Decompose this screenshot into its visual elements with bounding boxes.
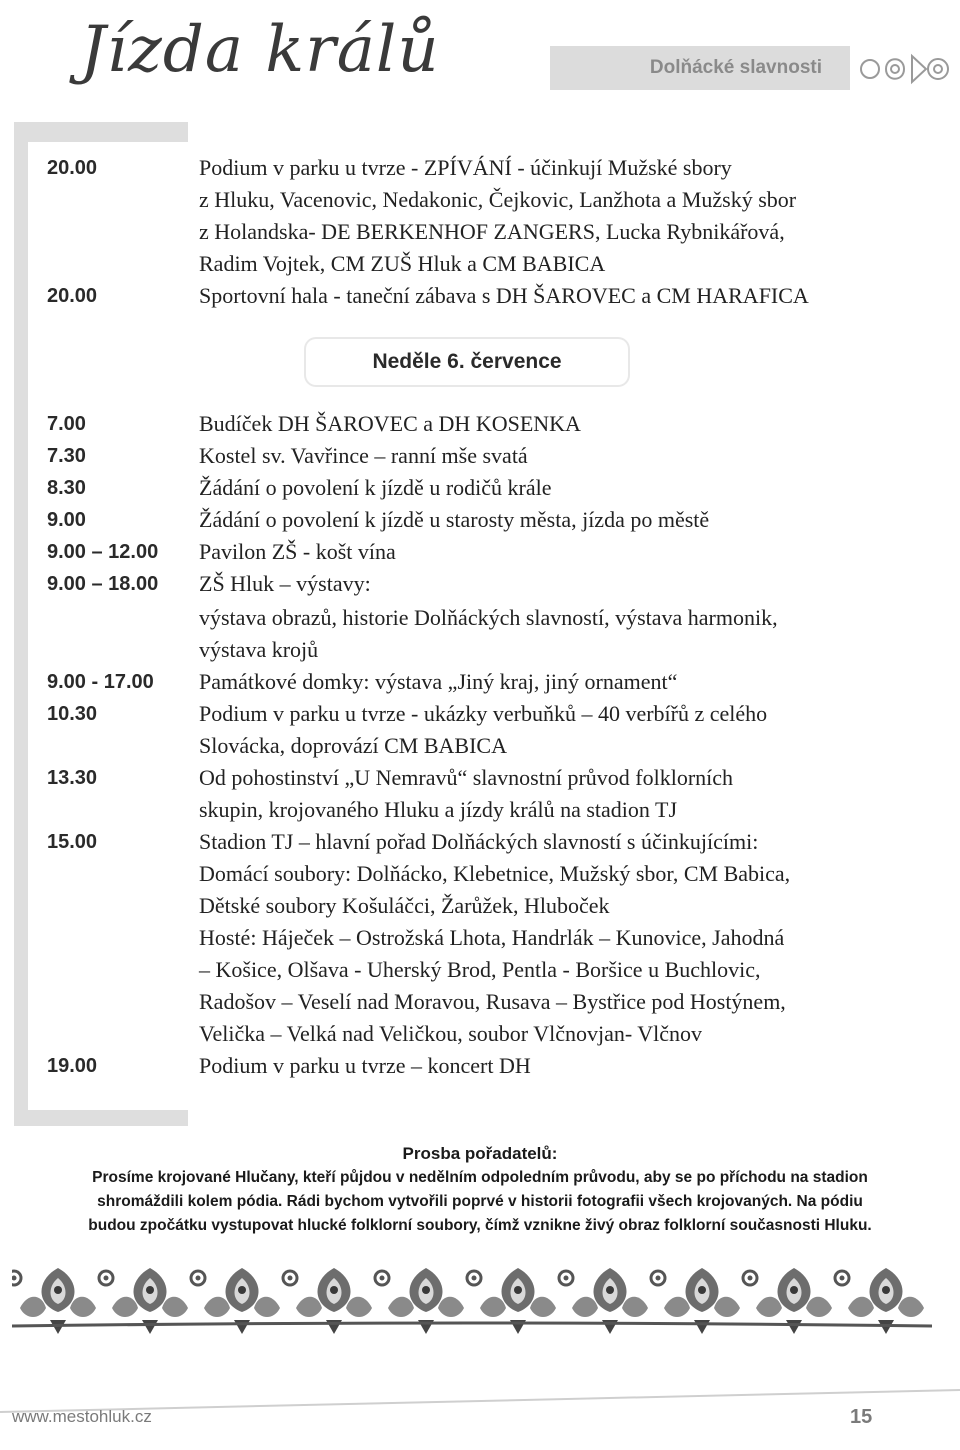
event-description: Od pohostinství „U Nemravů“ slavnostní průvod folklorních bbox=[199, 765, 734, 790]
event-description: Památkové domky: výstava „Jiný kraj, jiný ornament“ bbox=[199, 669, 678, 694]
event-description: Dětské soubory Košuláčci, Žarůžek, Hluboček bbox=[199, 893, 610, 918]
event-description: Podium v parku u tvrze - ZPÍVÁNÍ - účinkují Mužské sbory bbox=[199, 155, 732, 180]
schedule-row bbox=[14, 922, 898, 954]
schedule-row bbox=[14, 986, 898, 1018]
schedule-row bbox=[14, 568, 898, 600]
event-description: Slovácka, doprovází CM BABICA bbox=[199, 733, 507, 758]
day-heading: Neděle 6. července bbox=[306, 339, 628, 385]
event-time: 20.00 bbox=[47, 285, 98, 307]
schedule-row bbox=[14, 890, 898, 922]
schedule-row bbox=[14, 762, 898, 794]
event-description: Kostel sv. Vavřince – ranní mše svatá bbox=[199, 443, 528, 468]
event-description: z Holandska- DE BERKENHOF ZANGERS, Lucka Rybnikářová, bbox=[199, 219, 785, 244]
schedule-row bbox=[14, 826, 898, 858]
event-time: 8.30 bbox=[47, 477, 86, 499]
event-description: z Hluku, Vacenovic, Nedakonic, Čejkovic, Lanžhota a Mužský sbor bbox=[199, 187, 797, 212]
event-description: ZŠ Hluk – výstavy: bbox=[199, 571, 371, 596]
schedule-row bbox=[14, 602, 898, 634]
event-description: Žádání o povolení k jízdě u rodičů krále bbox=[199, 475, 552, 500]
schedule-row bbox=[14, 280, 898, 312]
notice-line: Prosíme krojované Hlučany, kteří půjdou v nedělním odpoledním průvodu, aby se po příchodu na stadion bbox=[92, 1169, 868, 1186]
event-time: 9.00 - 17.00 bbox=[47, 671, 154, 693]
event-description: Radim Vojtek, CM ZUŠ Hluk a CM BABICA bbox=[199, 251, 606, 276]
event-description: Hosté: Háječek – Ostrožská Lhota, Handrlák – Kunovice, Jahodná bbox=[199, 925, 785, 950]
schedule-row bbox=[14, 440, 898, 472]
notice-title: Prosba pořadatelů: bbox=[402, 1144, 558, 1163]
event-description: Domácí soubory: Dolňácko, Klebetnice, Mužský sbor, CM Babica, bbox=[199, 861, 791, 886]
event-time: 19.00 bbox=[47, 1055, 98, 1077]
schedule-row bbox=[14, 1018, 898, 1050]
notice-line: budou zpočátku vystupovat hlucké folklorní soubory, čímž vznikne živý obraz folklorní současnosti Hluku. bbox=[88, 1217, 872, 1234]
event-description: výstava krojů bbox=[199, 637, 319, 662]
event-description: Sportovní hala - taneční zábava s DH ŠAROVEC a CM HARAFICA bbox=[199, 283, 809, 308]
schedule-row bbox=[14, 216, 898, 248]
event-time: 9.00 – 12.00 bbox=[47, 541, 159, 563]
folk-ornament-band-icon bbox=[12, 1256, 932, 1340]
event-description: Velička – Velká nad Veličkou, soubor Vlčnovjan- Vlčnov bbox=[199, 1021, 703, 1046]
event-description: Budíček DH ŠAROVEC a DH KOSENKA bbox=[199, 411, 581, 436]
event-time: 15.00 bbox=[47, 831, 98, 853]
schedule-row bbox=[14, 858, 898, 890]
event-description: Žádání o povolení k jízdě u starosty města, jízda po městě bbox=[199, 507, 710, 532]
schedule-row bbox=[14, 666, 898, 698]
schedule-row bbox=[14, 472, 898, 504]
schedule-row bbox=[14, 1050, 898, 1082]
event-time: 9.00 – 18.00 bbox=[47, 573, 159, 595]
ornament-base-line bbox=[12, 1323, 932, 1326]
footer-website-link[interactable]: www.mestohluk.cz bbox=[12, 1407, 152, 1426]
event-time: 10.30 bbox=[47, 703, 98, 725]
event-description: Pavilon ZŠ - košt vína bbox=[199, 539, 396, 564]
notice-line: shromáždili kolem pódia. Rádi bychom vytvořili poprvé v historii fotografii všech krojovaných. Na pódiu bbox=[97, 1193, 863, 1210]
event-description: – Košice, Olšava - Uherský Brod, Pentla - Boršice u Buchlovic, bbox=[199, 957, 761, 982]
header-subtitle: Dolňácké slavnosti bbox=[649, 57, 822, 78]
schedule-row bbox=[14, 184, 898, 216]
event-time: 7.30 bbox=[47, 445, 86, 467]
page-number: 15 bbox=[850, 1406, 873, 1428]
organizers-notice bbox=[0, 1142, 960, 1238]
event-time: 20.00 bbox=[47, 157, 98, 179]
schedule-row bbox=[14, 634, 898, 666]
floral-ornament-icon bbox=[856, 44, 956, 94]
event-description: Stadion TJ – hlavní pořad Dolňáckých slavností s účinkujícími: bbox=[199, 829, 759, 854]
event-time: 13.30 bbox=[47, 767, 98, 789]
schedule-row bbox=[14, 152, 898, 184]
schedule-row bbox=[14, 698, 898, 730]
schedule-row bbox=[14, 408, 898, 440]
schedule-row bbox=[14, 954, 898, 986]
event-description: Podium v parku u tvrze - ukázky verbuňků – 40 verbířů z celého bbox=[199, 701, 768, 726]
event-description: výstava obrazů, historie Dolňáckých slavností, výstava harmonik, bbox=[199, 605, 778, 630]
event-description: Podium v parku u tvrze – koncert DH bbox=[199, 1053, 531, 1078]
schedule-row bbox=[14, 248, 898, 280]
header-band bbox=[550, 46, 850, 90]
event-time: 7.00 bbox=[47, 413, 86, 435]
event-description: skupin, krojovaného Hluku a jízdy králů na stadion TJ bbox=[199, 797, 678, 822]
event-time: 9.00 bbox=[47, 509, 86, 531]
schedule-row bbox=[14, 504, 898, 536]
schedule-row bbox=[14, 730, 898, 762]
schedule-row bbox=[14, 794, 898, 826]
schedule-row bbox=[14, 536, 898, 568]
document-title: Jízda králů bbox=[80, 13, 440, 87]
event-description: Radošov – Veselí nad Moravou, Rusava – Bystřice pod Hostýnem, bbox=[199, 989, 786, 1014]
